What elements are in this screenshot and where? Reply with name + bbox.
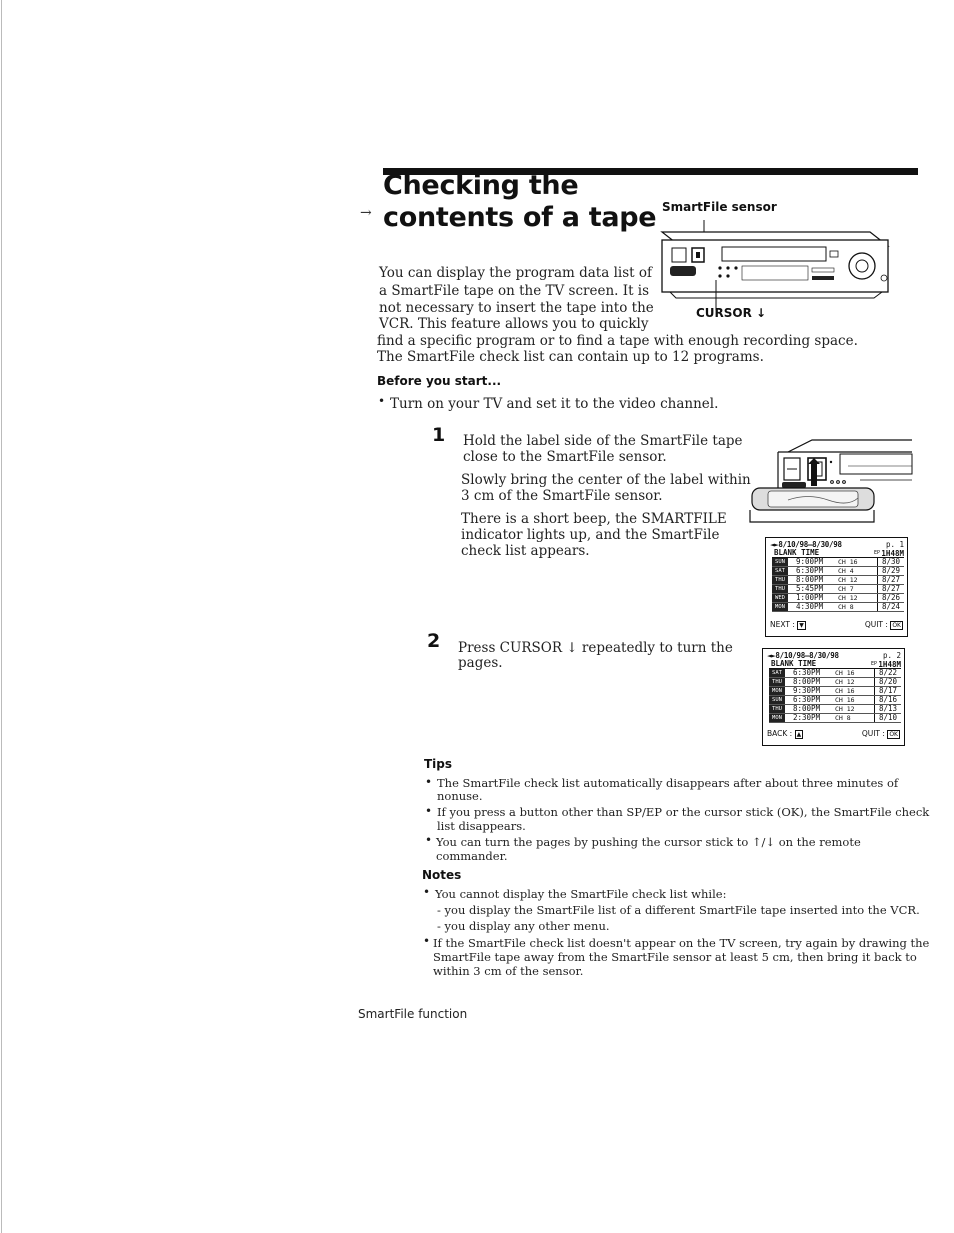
tip-2-line-2: list disappears. — [437, 819, 526, 833]
intro-line-1: You can display the program data list of — [379, 265, 652, 281]
row-time: 9:00PM — [796, 557, 824, 566]
next-label: NEXT : — [770, 620, 795, 629]
screen-1-next — [770, 620, 806, 630]
row-date: 8/17 — [874, 687, 901, 695]
row-time: 4:30PM — [796, 602, 824, 611]
notes-title: Notes — [422, 868, 462, 882]
row-day: SUN — [769, 696, 785, 704]
bullet-dot: • — [425, 833, 433, 847]
quit-label: QUIT : — [864, 620, 888, 629]
row-date: 8/30 — [877, 558, 904, 566]
tip-1-line-1: The SmartFile check list automatically disappears after about three minutes of — [437, 776, 899, 790]
screen-2-quit — [862, 729, 900, 739]
row-date: 8/22 — [874, 669, 901, 677]
row-time: 6:30PM — [796, 566, 824, 575]
row-channel: CH 4 — [838, 567, 854, 575]
note-1-sub-2: - you display any other menu. — [437, 919, 610, 933]
row-channel: CH 8 — [838, 603, 854, 611]
tip-2-line-1: If you press a button other than SP/EP or the cursor stick (OK), the SmartFile check — [437, 805, 930, 819]
row-time: 6:30PM — [793, 695, 821, 704]
step-1-p2-line-2: 3 cm of the SmartFile sensor. — [461, 488, 663, 504]
screen-2-page: p. 2 — [882, 651, 901, 660]
row-channel: CH 16 — [835, 669, 855, 677]
note-1-sub-1: - you display the SmartFile list of a different SmartFile tape inserted into the VCR. — [437, 903, 920, 917]
step-2-line-2: pages. — [458, 655, 503, 671]
row-date: 8/27 — [877, 585, 904, 593]
screen-1-quit — [865, 620, 903, 630]
row-time: 5:45PM — [796, 584, 824, 593]
note-2-line-1: If the SmartFile check list doesn't appear on the TV screen, try again by drawing the — [433, 936, 930, 950]
note-2-line-2: SmartFile tape away from the SmartFile sensor at least 5 cm, then bring it back to — [433, 950, 917, 964]
intro-line-2: a SmartFile tape on the TV screen. It is — [379, 283, 650, 299]
row-date: 8/13 — [874, 705, 901, 713]
tips-title: Tips — [424, 757, 453, 771]
row-day: MON — [772, 603, 788, 611]
bullet-dot: • — [423, 934, 431, 948]
row-date: 8/16 — [874, 696, 901, 704]
smartfile-sensor-label: SmartFile sensor — [662, 200, 777, 214]
intro-line-4: VCR. This feature allows you to quickly — [379, 316, 649, 332]
scan-edge — [1, 0, 2, 1233]
bullet-dot: • — [425, 775, 433, 789]
vcr-illustration — [650, 214, 895, 316]
row-channel: CH 7 — [838, 585, 854, 593]
row-channel: CH 12 — [835, 705, 855, 713]
row-date: 8/29 — [877, 567, 904, 575]
before-title: Before you start... — [377, 374, 502, 388]
cursor-up-icon: ▲ — [796, 731, 802, 738]
quit-label: QUIT : — [861, 729, 885, 738]
title-line-1: Checking the — [383, 170, 579, 201]
row-channel: CH 16 — [835, 696, 855, 704]
tip-1-line-2: nonuse. — [437, 789, 483, 803]
screen-1-blank-value: 1H48M — [881, 549, 904, 558]
row-day: THU — [772, 585, 788, 593]
row-time: 1:00PM — [796, 593, 824, 602]
row-time: 9:30PM — [793, 686, 821, 695]
row-channel: CH 8 — [835, 714, 851, 722]
row-day: MON — [769, 714, 785, 722]
screen-1-date-range: ◄►8/10/98–8/30/98 — [770, 540, 842, 549]
tip-3-line-1: You can turn the pages by pushing the cursor stick to ↑/↓ on the remote — [436, 835, 861, 849]
row-day: WED — [772, 594, 788, 602]
screen-1-blank-label: BLANK TIME — [774, 548, 820, 557]
bullet-dot: • — [378, 394, 386, 408]
bullet-dot: • — [425, 804, 433, 818]
checklist-screen-page-2 — [762, 648, 905, 746]
step-1-number: 1 — [432, 424, 446, 446]
back-label: BACK : — [767, 729, 793, 738]
row-date: 8/27 — [877, 576, 904, 584]
checklist-screen-page-1 — [765, 537, 908, 637]
screen-2-date-range: ◄►8/10/98–8/30/98 — [767, 651, 839, 660]
row-date: 8/20 — [874, 678, 901, 686]
row-date: 8/24 — [877, 603, 904, 611]
row-channel: CH 12 — [838, 576, 858, 584]
screen-1-program-list — [772, 557, 904, 612]
ok-key: OK — [889, 731, 898, 738]
row-time: 8:00PM — [793, 677, 821, 686]
step-2-line-1: Press CURSOR ↓ repeatedly to turn the — [458, 640, 733, 656]
intro-line-5: find a specific program or to find a tape with enough recording space. — [377, 333, 858, 349]
screen-2-ep: EP — [870, 661, 877, 667]
row-day: THU — [769, 678, 785, 686]
step-1-p3-line-2: indicator lights up, and the SmartFile — [461, 527, 720, 543]
row-channel: CH 16 — [838, 558, 858, 566]
row-time: 2:30PM — [793, 713, 821, 722]
step-2-number: 2 — [427, 630, 441, 652]
note-1: You cannot display the SmartFile check list while: — [435, 887, 727, 901]
step-1-p3-line-3: check list appears. — [461, 543, 590, 559]
step-1-p2-line-1: Slowly bring the center of the label within — [461, 472, 751, 488]
row-channel: CH 12 — [838, 594, 858, 602]
arrow-mark-icon: → — [360, 205, 372, 221]
row-day: THU — [769, 705, 785, 713]
cursor-label: CURSOR ↓ — [696, 306, 767, 320]
row-day: SAT — [769, 669, 785, 677]
before-item: Turn on your TV and set it to the video channel. — [390, 396, 719, 412]
intro-line-3: not necessary to insert the tape into the — [379, 300, 654, 316]
step-1-p3-line-1: There is a short beep, the SMARTFILE — [461, 511, 727, 527]
row-time: 6:30PM — [793, 668, 821, 677]
row-date: 8/10 — [874, 714, 901, 722]
screen-2-blank-value: 1H48M — [878, 660, 901, 669]
row-time: 8:00PM — [796, 575, 824, 584]
row-day: SUN — [772, 558, 788, 566]
row-date: 8/26 — [877, 594, 904, 602]
row-day: SAT — [772, 567, 788, 575]
screen-2-back — [767, 729, 803, 739]
cursor-down-icon: ▼ — [799, 622, 804, 629]
ok-key: OK — [892, 622, 901, 629]
row-day: MON — [769, 687, 785, 695]
title-line-2: contents of a tape — [383, 202, 657, 233]
row-channel: CH 12 — [835, 678, 855, 686]
table-row — [772, 603, 904, 612]
table-row — [769, 714, 901, 723]
step-1-p1-line-2: close to the SmartFile sensor. — [463, 449, 667, 465]
note-2-line-3: within 3 cm of the sensor. — [433, 964, 584, 978]
tip-3-line-2: commander. — [436, 849, 508, 863]
row-day: THU — [772, 576, 788, 584]
step-1-p1-line-1: Hold the label side of the SmartFile tape — [463, 433, 743, 449]
row-time: 8:00PM — [793, 704, 821, 713]
row-channel: CH 16 — [835, 687, 855, 695]
screen-2-blank-label: BLANK TIME — [771, 659, 817, 668]
bullet-dot: • — [423, 885, 431, 899]
page-title — [383, 170, 656, 234]
tape-near-sensor-illustration — [748, 438, 914, 526]
screen-2-program-list — [769, 668, 901, 723]
screen-1-page: p. 1 — [885, 540, 904, 549]
page-footer: SmartFile function — [358, 1007, 468, 1021]
intro-line-6: The SmartFile check list can contain up to 12 programs. — [377, 349, 764, 365]
screen-1-ep: EP — [873, 550, 880, 556]
